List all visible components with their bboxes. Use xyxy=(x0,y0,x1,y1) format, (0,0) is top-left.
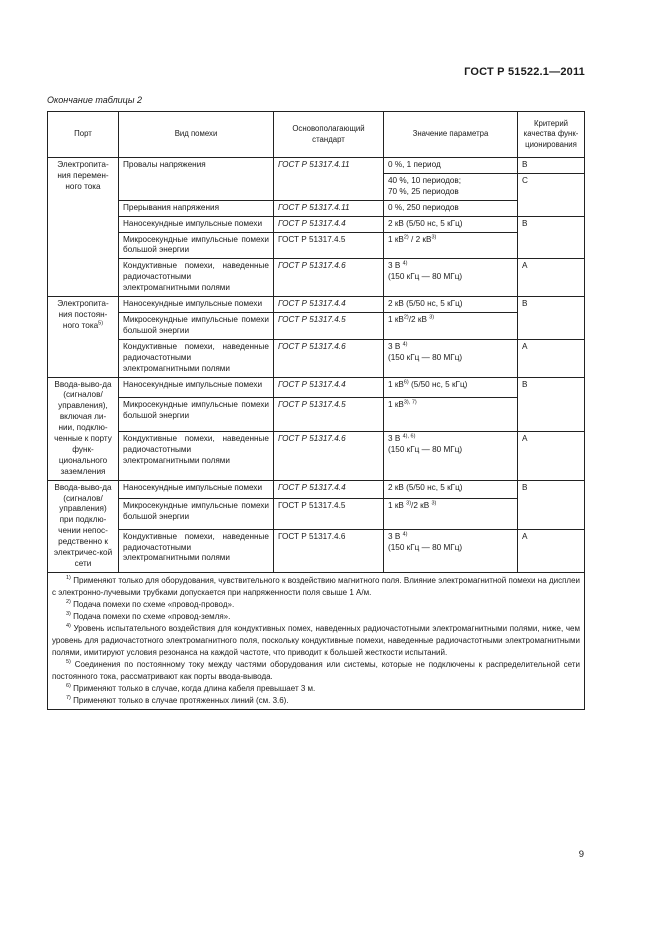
column-header-standard: Основополагающий стандарт xyxy=(274,112,384,158)
table-row xyxy=(48,200,585,216)
criterion-cell: B xyxy=(518,377,585,432)
footnote-ref: 4), 6) xyxy=(402,433,416,440)
value-text: 3 В xyxy=(388,434,401,444)
value-text: 3 В xyxy=(388,341,401,351)
standard-cell: ГОСТ Р 51317.4.5 xyxy=(274,312,384,339)
value-text: 3 В xyxy=(388,261,401,271)
footnote-mark: 1) xyxy=(66,575,71,582)
disturbance-cell: Кондуктивные помехи, наведенные радиочастотными электромагнитными полями xyxy=(119,259,274,297)
footnote xyxy=(52,659,580,683)
criterion-cell: A xyxy=(518,259,585,297)
footnote-mark: 7) xyxy=(66,695,71,702)
disturbance-cell: Наносекундные импульсные помехи xyxy=(119,377,274,397)
criterion-cell: B xyxy=(518,297,585,340)
footnote-ref: 3) xyxy=(406,500,412,507)
table-row xyxy=(48,377,585,397)
value-cell: 0 %, 250 периодов xyxy=(384,200,518,216)
footnote-text: Уровень испытательного воздействия для кондуктивных помех, наведенных радиочастотными электромагнитными полями, ниже, чем уровень для радиочастотного электромагнитного поля, поскольку кондуктивные помехи, наведенные радиочастотными электромагнитными полями, имитируют условия резонанса на каждой частоте, что приводит к большей жесткости испытаний. xyxy=(52,623,580,657)
disturbance-cell: Наносекундные импульсные помехи xyxy=(119,480,274,498)
criterion-cell: A xyxy=(518,432,585,480)
footnote-ref: 5) xyxy=(98,320,104,327)
footnote-ref: 3), 7) xyxy=(403,399,417,406)
standard-cell: ГОСТ Р 51317.4.4 xyxy=(274,480,384,498)
value-text: (150 кГц — 80 МГц) xyxy=(388,445,463,455)
table-row xyxy=(48,432,585,480)
value-cell: 0 %, 1 период xyxy=(384,158,518,174)
footnote-ref: 4) xyxy=(402,341,408,348)
disturbance-cell: Прерывания напряжения xyxy=(119,200,274,216)
footnote xyxy=(52,623,580,659)
value-cell: 2 кВ (5/50 нс, 5 кГц) xyxy=(384,480,518,498)
standard-cell: ГОСТ Р 51317.4.6 xyxy=(274,529,384,572)
value-cell xyxy=(384,312,518,339)
criterion-cell: C xyxy=(518,173,585,216)
footnote-text: Соединения по постоянному току между частями оборудования или системы, которые не подключены к распределительной сети постоянного тока, рассматривают как порты ввода-вывода. xyxy=(52,659,580,681)
value-cell xyxy=(384,397,518,431)
disturbance-cell: Кондуктивные помехи, наведенные радиочастотными электромагнитными полями xyxy=(119,529,274,572)
value-text: 1 кВ xyxy=(388,500,404,510)
footnote-ref: 3) xyxy=(431,233,437,240)
disturbance-cell: Наносекундные импульсные помехи xyxy=(119,216,274,232)
footnote-ref: 6) xyxy=(403,378,409,385)
column-header-disturbance: Вид помехи xyxy=(119,112,274,158)
footnote-ref: 2) xyxy=(403,233,409,240)
value-cell xyxy=(384,377,518,397)
standard-cell: ГОСТ Р 51317.4.5 xyxy=(274,232,384,259)
footnote xyxy=(52,683,580,695)
standard-cell: ГОСТ Р 51317.4.6 xyxy=(274,339,384,377)
column-header-port: Порт xyxy=(48,112,119,158)
standard-cell: ГОСТ Р 51317.4.4 xyxy=(274,297,384,313)
disturbance-cell: Микросекундные импульсные помехи большой энергии xyxy=(119,397,274,431)
value-cell: 2 кВ (5/50 нс, 5 кГц) xyxy=(384,297,518,313)
value-cell xyxy=(384,498,518,529)
table-row xyxy=(48,498,585,529)
table-row xyxy=(48,259,585,297)
standard-cell: ГОСТ Р 51317.4.4 xyxy=(274,216,384,232)
footnote-mark: 3) xyxy=(66,611,71,618)
standard-cell: ГОСТ Р 51317.4.5 xyxy=(274,498,384,529)
table-row xyxy=(48,397,585,431)
table-caption: Окончание таблицы 2 xyxy=(47,95,142,105)
standard-cell: ГОСТ Р 51317.4.11 xyxy=(274,158,384,201)
value-text: (150 кГц — 80 МГц) xyxy=(388,272,463,282)
criterion-cell: A xyxy=(518,339,585,377)
value-text: (5/50 нс, 5 кГц) xyxy=(408,379,468,389)
table-row xyxy=(48,232,585,259)
footnotes-cell xyxy=(48,572,585,709)
footnote-mark: 2) xyxy=(66,599,71,606)
value-cell: 2 кВ (5/50 нс, 5 кГц) xyxy=(384,216,518,232)
table-row xyxy=(48,297,585,313)
standard-cell: ГОСТ Р 51317.4.6 xyxy=(274,259,384,297)
table-row xyxy=(48,529,585,572)
footnotes-row xyxy=(48,572,585,709)
table-row xyxy=(48,312,585,339)
footnote-text: Применяют только в случае протяженных линий (см. 3.6). xyxy=(73,695,289,705)
footnote-text: Применяют только для оборудования, чувствительного к воздействию магнитного поля. Влияние электромагнитной помехи на дисплеи с электронно-лучевыми трубками допускается при напряженности поля свыше 1 А/м. xyxy=(52,575,581,597)
value-cell xyxy=(384,232,518,259)
footnote-text: Подача помехи по схеме «провод-провод». xyxy=(73,599,235,609)
standard-cell: ГОСТ Р 51317.4.6 xyxy=(274,432,384,480)
footnote-mark: 6) xyxy=(66,683,71,690)
standard-cell: ГОСТ Р 51317.4.11 xyxy=(274,200,384,216)
table-row xyxy=(48,480,585,498)
criterion-cell: B xyxy=(518,216,585,259)
port-label: Электропита-ния постоян-ного тока xyxy=(57,299,109,330)
footnote-ref: 4) xyxy=(402,530,408,537)
value-cell xyxy=(384,173,518,200)
page-number: 9 xyxy=(578,849,584,860)
value-text: / 2 кВ xyxy=(408,234,432,244)
footnote xyxy=(52,599,580,611)
criterion-cell: B xyxy=(518,480,585,529)
value-text: 1 кВ xyxy=(388,314,404,324)
footnote xyxy=(52,695,580,707)
footnote-mark: 4) xyxy=(66,623,71,630)
value-text: 1 кВ xyxy=(388,234,404,244)
standard-cell: ГОСТ Р 51317.4.4 xyxy=(274,377,384,397)
value-text: (150 кГц — 80 МГц) xyxy=(388,542,463,552)
page-header-standard: ГОСТ Р 51522.1—2011 xyxy=(464,66,585,78)
disturbance-cell: Провалы напряжения xyxy=(119,158,274,201)
criterion-cell: A xyxy=(518,529,585,572)
value-text: 1 кВ xyxy=(388,399,404,409)
table-row xyxy=(48,158,585,174)
disturbance-cell: Наносекундные импульсные помехи xyxy=(119,297,274,313)
column-header-value: Значение параметра xyxy=(384,112,518,158)
standard-cell: ГОСТ Р 51317.4.5 xyxy=(274,397,384,431)
column-header-criterion: Критерий качества функ-ционирования xyxy=(518,112,585,158)
value-cell xyxy=(384,529,518,572)
port-cell-io-signal: Ввода-выво-да (сигналов/ управления), включая ли-нии, подклю-ченные к порту функ-ционального заземления xyxy=(48,377,119,480)
footnote-text: Применяют только в случае, когда длина кабеля превышает 3 м. xyxy=(73,683,316,693)
value-cell xyxy=(384,432,518,480)
value-text: /2 кВ xyxy=(411,500,430,510)
emc-test-table xyxy=(47,111,585,710)
value-text: 3 В xyxy=(388,531,401,541)
port-cell-dc-power xyxy=(48,297,119,377)
table-row xyxy=(48,339,585,377)
footnote-ref: 3) xyxy=(429,314,435,321)
table-header-row xyxy=(48,112,585,158)
value-text: 1 кВ xyxy=(388,379,404,389)
footnote xyxy=(52,575,580,599)
value-text: (150 кГц — 80 МГц) xyxy=(388,352,463,362)
footnote xyxy=(52,611,580,623)
footnote-ref: 3) xyxy=(431,500,437,507)
disturbance-cell: Микросекундные импульсные помехи большой энергии xyxy=(119,312,274,339)
footnote-mark: 5) xyxy=(66,659,71,666)
table-row xyxy=(48,216,585,232)
footnote-ref: 2) xyxy=(403,314,409,321)
port-cell-io-mains: Ввода-выво-да (сигналов/ управления) при подклю-чении непос-редственно к электричес-кой сети xyxy=(48,480,119,572)
value-text: /2 кВ xyxy=(408,314,427,324)
value-cell xyxy=(384,339,518,377)
disturbance-cell: Микросекундные импульсные помехи большой энергии xyxy=(119,232,274,259)
footnote-text: Подача помехи по схеме «провод-земля». xyxy=(73,611,231,621)
port-cell-ac-power: Электропита-ния перемен-ного тока xyxy=(48,158,119,297)
disturbance-cell: Кондуктивные помехи, наведенные радиочастотными электромагнитными полями xyxy=(119,339,274,377)
value-line: 70 %, 25 периодов xyxy=(388,186,459,196)
criterion-cell: B xyxy=(518,158,585,174)
disturbance-cell: Кондуктивные помехи, наведенные радиочастотными электромагнитными полями xyxy=(119,432,274,480)
value-cell xyxy=(384,259,518,297)
disturbance-cell: Микросекундные импульсные помехи большой энергии xyxy=(119,498,274,529)
footnote-ref: 4) xyxy=(402,260,408,267)
value-line: 40 %, 10 периодов; xyxy=(388,175,462,185)
